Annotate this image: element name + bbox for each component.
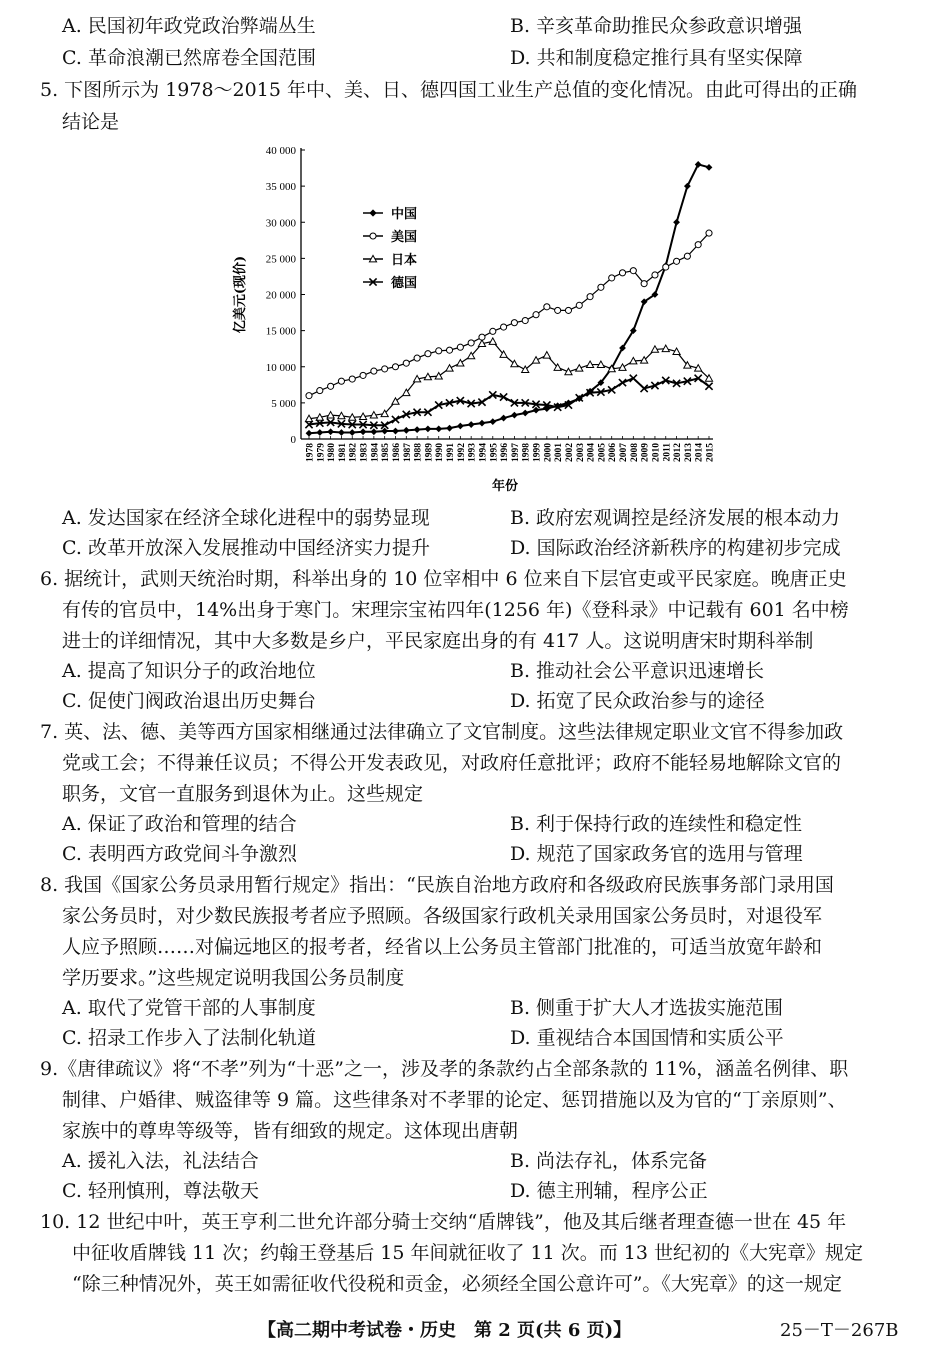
data-point-usa bbox=[533, 312, 539, 318]
q8-option-a: A. 取代了党管干部的人事制度 bbox=[62, 997, 316, 1019]
q8-stem-line-2: 家公务员时，对少数民族报考者应予照顾。各级国家行政机关录用国家公务员时，对退役军 bbox=[62, 905, 823, 927]
q4-option-a: A. 民国初年政党政治弊端丛生 bbox=[62, 15, 316, 37]
q7-stem-line-3: 职务，文官一直服务到退休为止。这些规定 bbox=[62, 783, 424, 805]
q7-stem-line-1: 7. 英、法、德、美等西方国家相继通过法律确立了文官制度。这些法律规定职业文官不得参加政 bbox=[40, 721, 844, 743]
data-point-usa bbox=[446, 347, 452, 353]
x-tick-label: 1985 bbox=[381, 443, 392, 462]
q6-option-b: B. 推动社会公平意识迅速增长 bbox=[510, 660, 765, 682]
q8-stem-line-3: 人应予照顾……对偏远地区的报考者，经省以上公务员主管部门批准的，可适当放宽年龄和 bbox=[62, 936, 823, 958]
legend-label-japan: 日本 bbox=[391, 253, 418, 268]
q4-option-b: B. 辛亥革命助推民众参政意识增强 bbox=[510, 15, 803, 37]
x-tick-label: 1987 bbox=[402, 443, 413, 462]
x-tick-label: 1982 bbox=[348, 443, 359, 462]
x-tick-label: 1996 bbox=[500, 443, 511, 462]
data-point-japan bbox=[457, 360, 464, 366]
footer-title: 【高二期中考试卷・历史 第 2 页(共 6 页)】 bbox=[258, 1320, 632, 1341]
x-tick-label: 1998 bbox=[521, 443, 532, 462]
x-tick-label: 1994 bbox=[478, 443, 489, 462]
q9-stem-line-2: 制律、户婚律、贼盗律等 9 篇。这些律条对不孝罪的论定、惩罚措施以及为官的“丁亲原则”、 bbox=[62, 1089, 847, 1111]
q8-option-b: B. 侧重于扩大人才选拔实施范围 bbox=[510, 997, 784, 1019]
q5-option-b: B. 政府宏观调控是经济发展的根本动力 bbox=[510, 507, 841, 529]
x-tick-label: 2006 bbox=[608, 443, 619, 462]
data-point-japan bbox=[446, 365, 453, 371]
q6-stem-line-1: 6. 据统计，武则天统治时期，科举出身的 10 位宰相中 6 位来自下层官吏或平民家庭。晚唐正史 bbox=[40, 568, 847, 590]
data-point-china bbox=[511, 412, 518, 419]
data-point-usa bbox=[349, 376, 355, 382]
q9-option-b: B. 尚法存礼，体系完备 bbox=[510, 1150, 708, 1172]
data-point-usa bbox=[576, 302, 582, 308]
data-point-china bbox=[673, 219, 680, 226]
x-tick-label: 1993 bbox=[467, 443, 478, 462]
x-tick-label: 1986 bbox=[391, 443, 402, 462]
y-tick-label: 35 000 bbox=[265, 181, 296, 194]
data-point-japan bbox=[543, 352, 550, 358]
data-point-usa bbox=[598, 284, 604, 290]
q6-option-d: D. 拓宽了民众政治参与的途径 bbox=[510, 690, 765, 712]
q8-option-c: C. 招录工作步入了法制化轨道 bbox=[62, 1027, 316, 1049]
data-point-usa bbox=[371, 368, 377, 374]
data-point-china bbox=[414, 426, 421, 433]
data-point-usa bbox=[565, 307, 571, 313]
x-tick-label: 1981 bbox=[337, 443, 348, 462]
x-tick-label: 2013 bbox=[683, 443, 694, 462]
data-point-china bbox=[446, 425, 453, 432]
data-point-china bbox=[370, 428, 377, 435]
data-point-usa bbox=[317, 388, 323, 394]
x-tick-label: 2009 bbox=[640, 443, 651, 462]
x-tick-label: 2005 bbox=[597, 443, 608, 462]
q8-stem-line-1: 8. 我国《国家公务员录用暂行规定》指出：“民族自治地方政府和各级政府民族事务部门录用国 bbox=[40, 874, 834, 896]
x-tick-label: 1980 bbox=[327, 443, 338, 462]
data-point-usa bbox=[338, 378, 344, 384]
data-point-japan bbox=[532, 357, 539, 363]
data-point-usa bbox=[328, 383, 334, 389]
x-tick-label: 1978 bbox=[305, 443, 316, 462]
data-point-usa bbox=[619, 270, 625, 276]
series-line-japan bbox=[309, 341, 709, 418]
q9-option-a: A. 援礼入法，礼法结合 bbox=[62, 1150, 259, 1172]
x-tick-label: 2008 bbox=[629, 443, 640, 462]
data-point-usa bbox=[630, 268, 636, 274]
series-line-china bbox=[309, 164, 709, 433]
legend-marker-china bbox=[369, 209, 376, 216]
q7-stem-line-2: 党或工会；不得兼任议员；不得公开发表政见，对政府任意批评；政府不能轻易地解除文官的 bbox=[62, 752, 842, 774]
q5-stem-line-1: 5. 下图所示为 1978～2015 年中、美、日、德四国工业生产总值的变化情况。由此可得出的正确 bbox=[40, 79, 857, 101]
data-point-usa bbox=[641, 281, 647, 287]
q6-stem-line-2: 有传的官员中，14%出身于寒门。宋理宗宝祐四年(1256 年)《登科录》中记载有 601 名中榜 bbox=[62, 599, 849, 621]
q9-stem-line-1: 9.《唐律疏议》将“不孝”列为“十恶”之一，涉及孝的条款约占全部条款的 11%，涵盖名例律、职 bbox=[40, 1058, 849, 1080]
data-point-usa bbox=[392, 364, 398, 370]
legend-marker-usa bbox=[370, 233, 376, 239]
x-tick-label: 1990 bbox=[435, 443, 446, 462]
y-tick-label: 40 000 bbox=[265, 145, 296, 157]
q5-option-a: A. 发达国家在经济全球化进程中的弱势显现 bbox=[62, 507, 430, 529]
footer-code: 25－T－267B bbox=[780, 1320, 899, 1341]
data-point-usa bbox=[609, 275, 615, 281]
q6-option-c: C. 促使门阀政治退出历史舞台 bbox=[62, 690, 316, 712]
data-point-china bbox=[500, 415, 507, 422]
data-point-usa bbox=[522, 317, 528, 323]
x-tick-label: 2014 bbox=[694, 443, 705, 462]
x-tick-label: 2000 bbox=[543, 443, 554, 462]
data-point-china bbox=[457, 423, 464, 430]
data-point-usa bbox=[360, 372, 366, 378]
x-tick-label: 1992 bbox=[456, 443, 467, 462]
series-line-germany bbox=[309, 378, 709, 425]
data-point-japan bbox=[619, 364, 626, 370]
q9-option-c: C. 轻刑慎刑，尊法敬天 bbox=[62, 1180, 259, 1202]
q10-stem-line-3: “除三种情况外，英王如需征收代役税和贡金，必须经全国公意许可”。《大宪章》的这一规定 bbox=[72, 1273, 842, 1295]
y-tick-label: 0 bbox=[290, 434, 296, 446]
data-point-usa bbox=[555, 307, 561, 313]
q7-option-a: A. 保证了政治和管理的结合 bbox=[62, 813, 297, 835]
q4-option-d: D. 共和制度稳定推行具有坚实保障 bbox=[510, 47, 803, 69]
data-point-usa bbox=[414, 355, 420, 361]
q8-option-d: D. 重视结合本国国情和实质公平 bbox=[510, 1027, 784, 1049]
q4-option-c: C. 革命浪潮已然席卷全国范围 bbox=[62, 47, 316, 69]
x-tick-label: 1995 bbox=[489, 443, 500, 462]
x-tick-label: 1991 bbox=[446, 443, 457, 462]
legend-label-usa: 美国 bbox=[391, 230, 418, 245]
q9-option-d: D. 德主刑辅，程序公正 bbox=[510, 1180, 708, 1202]
y-tick-label: 25 000 bbox=[265, 253, 296, 266]
data-point-china bbox=[360, 428, 367, 435]
x-tick-label: 2011 bbox=[662, 443, 673, 462]
data-point-china bbox=[316, 429, 323, 436]
data-point-usa bbox=[706, 230, 712, 236]
data-point-usa bbox=[468, 340, 474, 346]
x-tick-label: 2001 bbox=[554, 443, 565, 462]
x-tick-label: 2002 bbox=[564, 443, 575, 462]
data-point-usa bbox=[436, 348, 442, 354]
data-point-china bbox=[706, 164, 713, 171]
data-point-usa bbox=[663, 264, 669, 270]
data-point-germany bbox=[392, 416, 399, 423]
q10-stem-line-2: 中征收盾牌钱 11 次；约翰王登基后 15 年间就征收了 11 次。而 13 世纪初的《大宪章》规定 bbox=[72, 1242, 864, 1264]
industrial-output-chart bbox=[228, 140, 728, 495]
x-tick-label: 1999 bbox=[532, 443, 543, 462]
data-point-usa bbox=[511, 320, 517, 326]
x-tick-label: 2015 bbox=[705, 443, 716, 462]
data-point-china bbox=[695, 161, 702, 168]
series-line-usa bbox=[309, 233, 709, 396]
q7-option-d: D. 规范了国家政务官的选用与管理 bbox=[510, 843, 803, 865]
legend-label-germany: 德国 bbox=[391, 276, 418, 291]
x-tick-label: 1984 bbox=[370, 443, 381, 462]
data-point-usa bbox=[652, 272, 658, 278]
data-point-usa bbox=[306, 393, 312, 399]
data-point-china bbox=[425, 425, 432, 432]
q9-stem-line-3: 家族中的尊卑等级等，皆有细致的规定。这体现出唐朝 bbox=[62, 1120, 519, 1142]
x-tick-label: 1988 bbox=[413, 443, 424, 462]
q6-stem-line-3: 进士的详细情况，其中大多数是乡户，平民家庭出身的有 417 人。这说明唐宋时期科举制 bbox=[62, 630, 814, 652]
data-point-china bbox=[392, 428, 399, 435]
q5-option-c: C. 改革开放深入发展推动中国经济实力提升 bbox=[62, 537, 430, 559]
x-tick-label: 2003 bbox=[575, 443, 586, 462]
data-point-usa bbox=[544, 304, 550, 310]
data-point-germany bbox=[705, 383, 712, 390]
data-point-usa bbox=[382, 366, 388, 372]
data-point-usa bbox=[457, 344, 463, 350]
data-point-china bbox=[403, 427, 410, 434]
data-point-china bbox=[349, 429, 356, 436]
q7-option-b: B. 利于保持行政的连续性和稳定性 bbox=[510, 813, 803, 835]
q5-stem-line-2: 结论是 bbox=[62, 111, 120, 133]
x-tick-label: 2010 bbox=[651, 443, 662, 462]
q10-stem-line-1: 10. 12 世纪中叶，英王亨利二世允许部分骑士交纳“盾牌钱”，他及其后继者理查德一世在 45 年 bbox=[40, 1211, 847, 1233]
legend-label-china: 中国 bbox=[391, 207, 418, 222]
q5-option-d: D. 国际政治经济新秩序的构建初步完成 bbox=[510, 537, 841, 559]
data-point-china bbox=[489, 418, 496, 425]
x-axis-title: 年份 bbox=[491, 479, 519, 494]
y-tick-label: 5 000 bbox=[271, 397, 296, 410]
data-point-china bbox=[468, 421, 475, 428]
x-tick-label: 1983 bbox=[359, 443, 370, 462]
data-point-china bbox=[435, 425, 442, 432]
y-tick-label: 10 000 bbox=[265, 361, 296, 374]
data-point-usa bbox=[490, 328, 496, 334]
data-point-usa bbox=[587, 294, 593, 300]
x-tick-label: 2007 bbox=[619, 443, 630, 462]
data-point-usa bbox=[684, 253, 690, 259]
data-point-china bbox=[338, 429, 345, 436]
data-point-japan bbox=[489, 338, 496, 344]
data-point-usa bbox=[403, 360, 409, 366]
x-tick-label: 1989 bbox=[424, 443, 435, 462]
y-axis-title: 亿美元(现价) bbox=[233, 255, 248, 334]
q7-option-c: C. 表明西方政党间斗争激烈 bbox=[62, 843, 297, 865]
x-tick-label: 1997 bbox=[510, 443, 521, 462]
data-point-usa bbox=[425, 351, 431, 357]
q6-option-a: A. 提高了知识分子的政治地位 bbox=[62, 660, 316, 682]
x-tick-label: 2004 bbox=[586, 443, 597, 462]
data-point-china bbox=[684, 183, 691, 190]
q8-stem-line-4: 学历要求。”这些规定说明我国公务员制度 bbox=[62, 967, 405, 989]
data-point-usa bbox=[695, 242, 701, 248]
x-tick-label: 1979 bbox=[316, 443, 327, 462]
data-point-usa bbox=[501, 324, 507, 330]
data-point-china bbox=[479, 420, 486, 427]
data-point-china bbox=[522, 410, 529, 417]
data-point-usa bbox=[674, 258, 680, 264]
x-tick-label: 2012 bbox=[673, 443, 684, 462]
y-tick-label: 15 000 bbox=[265, 325, 296, 338]
y-tick-label: 30 000 bbox=[265, 217, 296, 230]
y-tick-label: 20 000 bbox=[265, 289, 296, 302]
data-point-china bbox=[306, 430, 313, 437]
data-point-china bbox=[327, 428, 334, 435]
